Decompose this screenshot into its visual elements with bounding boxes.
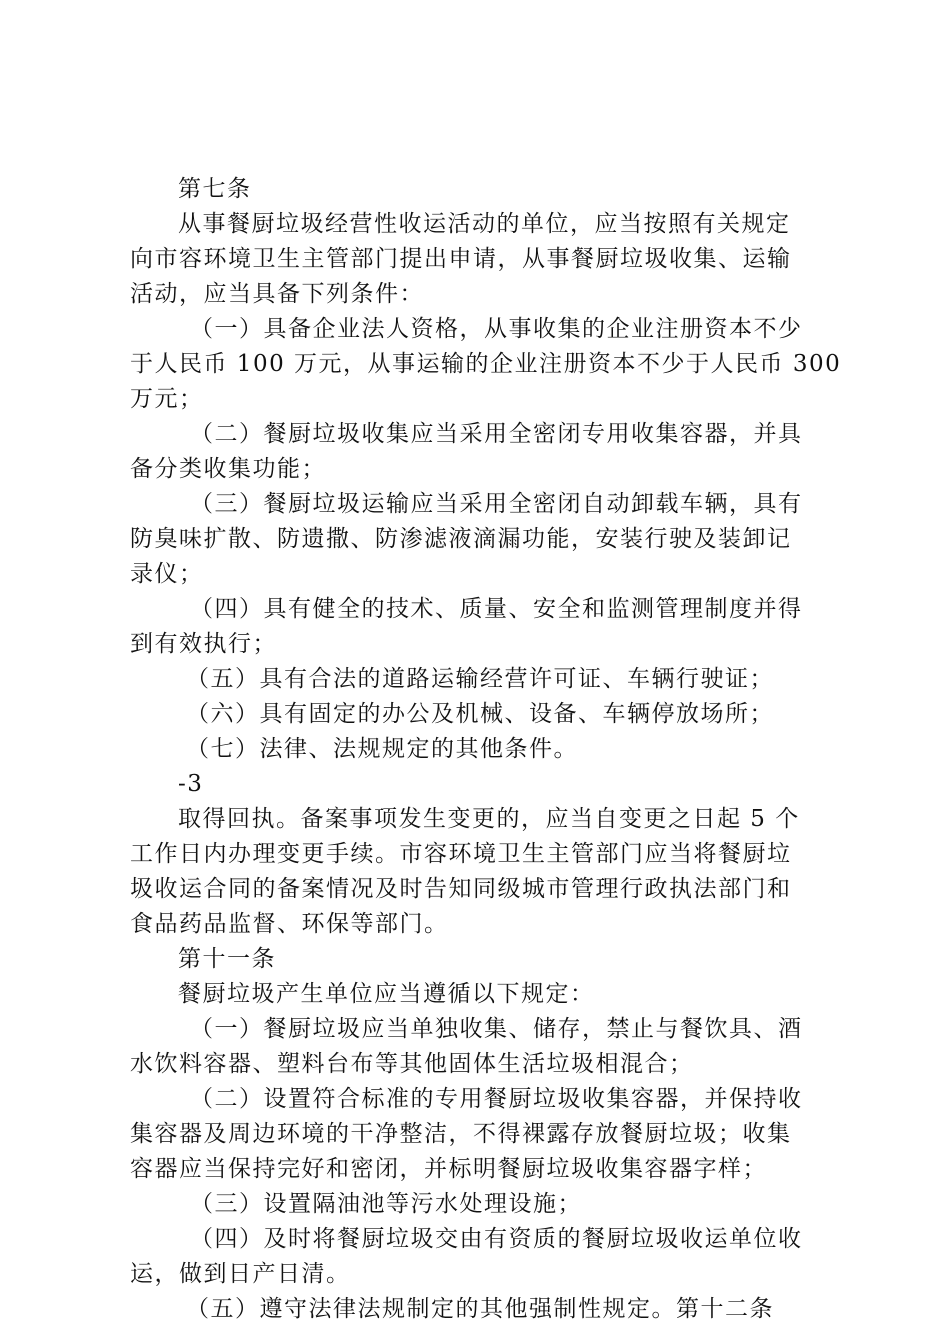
list-item-line: （二）设置符合标准的专用餐厨垃圾收集容器，并保持收 — [190, 1086, 803, 1112]
paragraph-line: 向市容环境卫生主管部门提出申请，从事餐厨垃圾收集、运输 — [130, 246, 792, 272]
paragraph-line: 工作日内办理变更手续。市容环境卫生主管部门应当将餐厨垃 — [130, 841, 792, 867]
list-item-line: （六）具有固定的办公及机械、设备、车辆停放场所； — [186, 701, 774, 727]
list-item-line: 到有效执行； — [130, 631, 277, 657]
document-body — [130, 172, 842, 1327]
list-item-line: 容器应当保持完好和密闭，并标明餐厨垃圾收集容器字样； — [130, 1156, 767, 1182]
article-heading-7: 第七条 — [178, 176, 252, 202]
list-item-line: 万元； — [130, 386, 204, 412]
paragraph-line: 餐厨垃圾产生单位应当遵循以下规定： — [178, 981, 595, 1007]
paragraph-line: 从事餐厨垃圾经营性收运活动的单位，应当按照有关规定 — [178, 211, 791, 237]
list-item-line: （四）具有健全的技术、质量、安全和监测管理制度并得 — [190, 596, 803, 622]
paragraph-line: 圾收运合同的备案情况及时告知同级城市管理行政执法部门和 — [130, 876, 792, 902]
list-item-line: 录仪； — [130, 561, 204, 587]
list-item-line: （一）餐厨垃圾应当单独收集、储存，禁止与餐饮具、酒 — [190, 1016, 803, 1042]
page-number: -3 — [178, 771, 204, 797]
paragraph-line: 活动，应当具备下列条件： — [130, 281, 424, 307]
list-item-line: 运，做到日产日清。 — [130, 1261, 351, 1287]
list-item-line: （二）餐厨垃圾收集应当采用全密闭专用收集容器，并具 — [190, 421, 803, 447]
list-item-line: 水饮料容器、塑料台布等其他固体生活垃圾相混合； — [130, 1051, 694, 1077]
list-item-line: （三）餐厨垃圾运输应当采用全密闭自动卸载车辆，具有 — [190, 491, 803, 517]
list-item-line: （五）具有合法的道路运输经营许可证、车辆行驶证； — [186, 666, 774, 692]
list-item-line: 备分类收集功能； — [130, 456, 326, 482]
list-item-line: 集容器及周边环境的干净整洁，不得裸露存放餐厨垃圾；收集 — [130, 1121, 792, 1147]
list-item-line: （七）法律、法规规定的其他条件。 — [186, 736, 578, 762]
list-item-line: 防臭味扩散、防遗撒、防渗滤液滴漏功能，安装行驶及装卸记 — [130, 526, 792, 552]
list-item-line: （三）设置隔油池等污水处理设施； — [190, 1191, 582, 1217]
list-item-line: （四）及时将餐厨垃圾交由有资质的餐厨垃圾收运单位收 — [190, 1226, 803, 1252]
list-item-line: （一）具备企业法人资格，从事收集的企业注册资本不少 — [190, 316, 803, 342]
paragraph-line: 食品药品监督、环保等部门。 — [130, 911, 449, 937]
list-item-line: 于人民币 100 万元，从事运输的企业注册资本不少于人民币 300 — [130, 351, 842, 377]
article-heading-11: 第十一条 — [178, 946, 276, 972]
list-item-line: （五）遵守法律法规制定的其他强制性规定。第十二条 — [186, 1296, 774, 1322]
paragraph-line: 取得回执。备案事项发生变更的，应当自变更之日起 5 个 — [178, 806, 800, 832]
